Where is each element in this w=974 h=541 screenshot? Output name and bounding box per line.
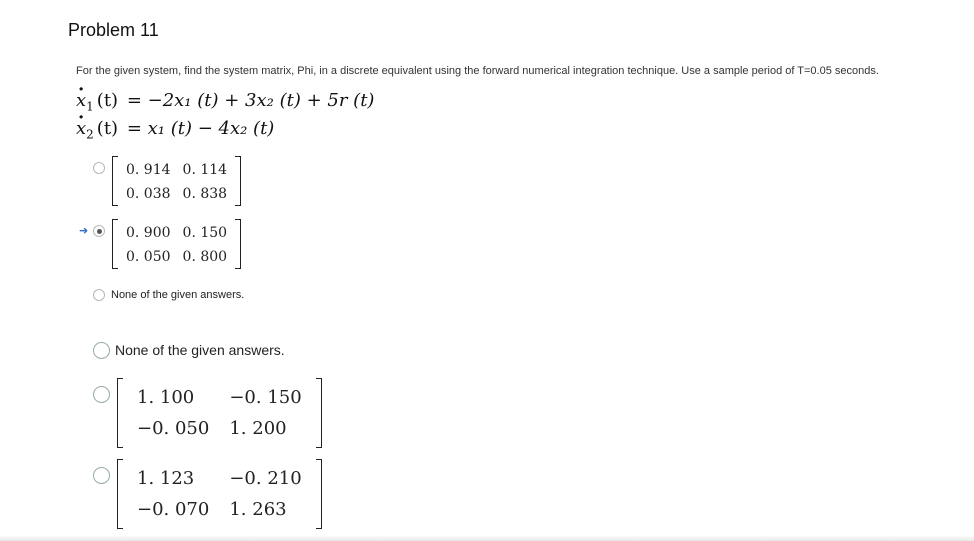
equation-2: · $x_2$ (t) = x₁ (t) − 4x₂ (t)	[76, 118, 274, 142]
matrix-cell: 0. 038	[126, 186, 171, 202]
matrix-cell: 1. 263	[229, 499, 287, 520]
equation-1: · $x_1$ (t) = −2x₁ (t) + 3x₂ (t) + 5r (t)	[76, 90, 374, 114]
option-4-label: None of the given answers.	[115, 342, 285, 358]
eq2-lhs-var: · x	[76, 118, 86, 139]
matrix-cell: 0. 900	[126, 225, 171, 241]
matrix-cell: 1. 123	[137, 468, 195, 489]
option-1-radio[interactable]	[93, 162, 105, 174]
option-2-matrix	[112, 219, 241, 269]
option-6-matrix	[117, 459, 322, 529]
matrix-cell: 0. 150	[182, 225, 228, 241]
matrix-cell: 0. 114	[182, 162, 228, 178]
option-6-radio[interactable]	[93, 467, 110, 484]
page-bottom-edge	[0, 535, 974, 541]
option-3-radio[interactable]	[93, 289, 105, 301]
matrix-cell: 0. 050	[126, 249, 171, 265]
eq2-lhs-sub: 2	[86, 127, 94, 142]
matrix-cell: −0. 050	[137, 418, 210, 439]
option-5-matrix	[117, 378, 322, 448]
matrix-cell: −0. 150	[229, 387, 302, 408]
selected-arrow-icon: ➜	[79, 225, 89, 237]
eq1-rhs: = −2x₁ (t) + 3x₂ (t) + 5r (t)	[126, 90, 375, 111]
eq2-rhs: = x₁ (t) − 4x₂ (t)	[126, 118, 275, 139]
matrix-cell: 0. 838	[182, 186, 228, 202]
matrix-cell: −0. 070	[137, 499, 210, 520]
matrix-cell: 0. 800	[182, 249, 228, 265]
matrix-cell: 1. 200	[229, 418, 287, 439]
matrix-cell: 1. 100	[137, 387, 195, 408]
option-4-radio[interactable]	[93, 342, 110, 359]
matrix-cell: −0. 210	[229, 468, 302, 489]
eq1-lhs-var: · x	[76, 90, 86, 111]
option-5-radio[interactable]	[93, 386, 110, 403]
question-text: For the given system, find the system matrix, Phi, in a discrete equivalent using the forward numerical integration technique. Use a sample period of T=0.05 seconds.	[76, 65, 879, 77]
problem-title: Problem 11	[68, 20, 159, 40]
option-1-matrix	[112, 156, 241, 206]
eq1-lhs-sub: 1	[86, 99, 94, 114]
option-2-radio[interactable]	[93, 225, 105, 237]
option-3-label: None of the given answers.	[111, 289, 245, 301]
matrix-cell: 0. 914	[126, 162, 171, 178]
